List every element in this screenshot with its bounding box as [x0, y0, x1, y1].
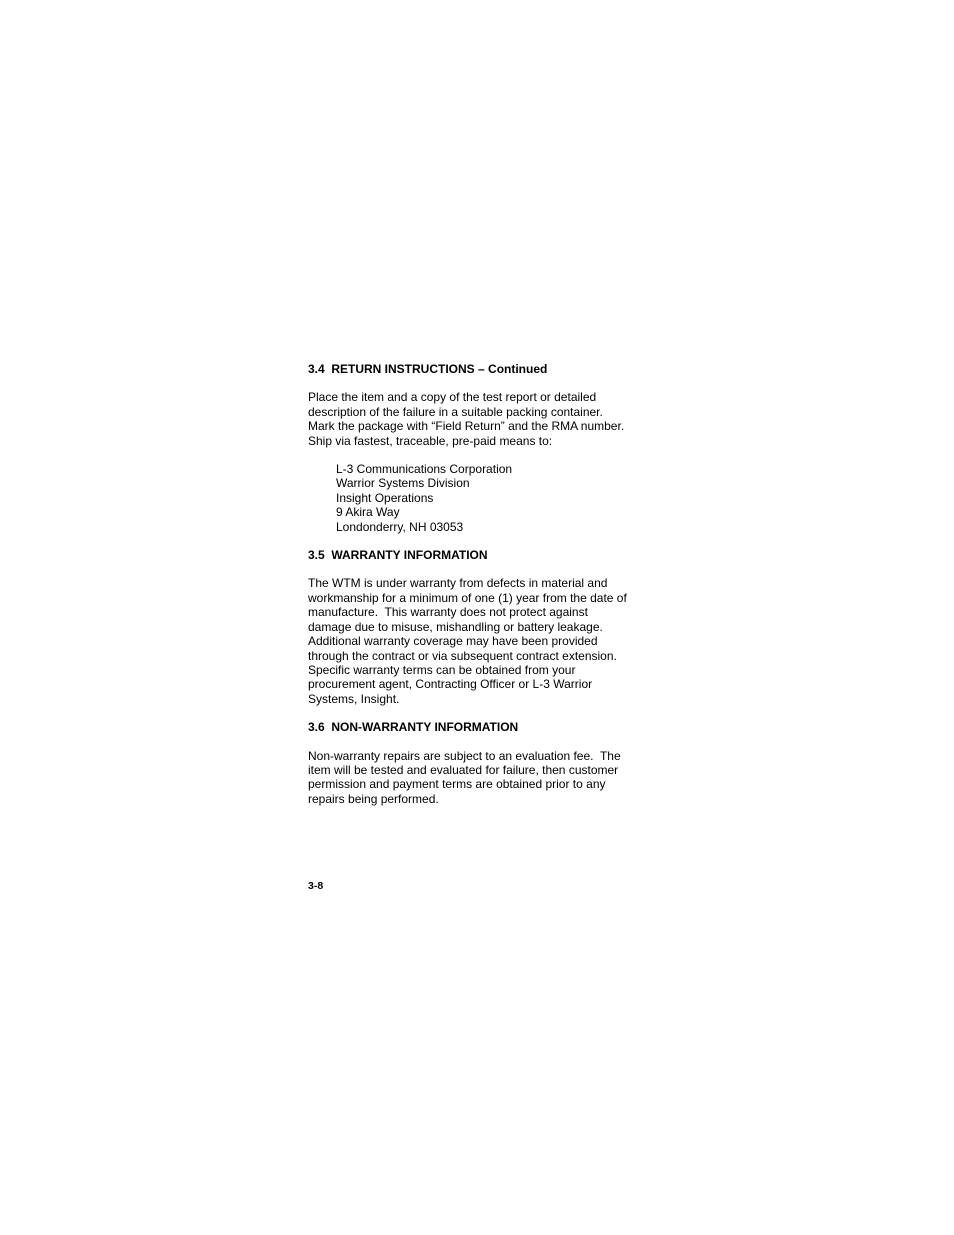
paragraph-line: The WTM is under warranty from defects in material and: [308, 576, 608, 591]
paragraph-line: repairs being performed.: [308, 791, 439, 806]
warranty-paragraph: [308, 576, 653, 706]
paragraph-line: workmanship for a minimum of one (1) year from the date of: [308, 590, 627, 605]
paragraph-line: Systems, Insight.: [308, 691, 400, 706]
paragraph-line: Mark the package with “Field Return” and the RMA number.: [308, 419, 625, 434]
non-warranty-paragraph: [308, 749, 653, 807]
paragraph-line: manufacture. This warranty does not protect against: [308, 605, 588, 620]
address-line-division: Warrior Systems Division: [336, 476, 470, 491]
document-page: [308, 362, 653, 806]
paragraph-line: Ship via fastest, traceable, pre-paid means to:: [308, 433, 553, 448]
paragraph-line: Additional warranty coverage may have been provided: [308, 634, 598, 649]
paragraph-line: damage due to misuse, mishandling or battery leakage.: [308, 619, 603, 634]
page-number: 3-8: [308, 880, 324, 892]
address-line-operations: Insight Operations: [336, 490, 434, 505]
paragraph-line: item will be tested and evaluated for failure, then customer: [308, 762, 619, 777]
address-line-city: Londonderry, NH 03053: [336, 519, 464, 534]
paragraph-line: Specific warranty terms can be obtained from your: [308, 662, 576, 677]
paragraph-line: procurement agent, Contracting Officer or L-3 Warrior: [308, 677, 593, 692]
section-heading-non-warranty: 3.6 NON-WARRANTY INFORMATION: [308, 720, 519, 735]
return-instructions-paragraph: [308, 390, 653, 448]
paragraph-line: description of the failure in a suitable packing container.: [308, 404, 603, 419]
address-line-street: 9 Akira Way: [336, 505, 400, 520]
paragraph-line: permission and payment terms are obtained prior to any: [308, 777, 606, 792]
section-heading-warranty: 3.5 WARRANTY INFORMATION: [308, 548, 488, 563]
return-address-block: [336, 462, 653, 534]
address-line-company: L-3 Communications Corporation: [336, 462, 513, 477]
section-heading-return-instructions: 3.4 RETURN INSTRUCTIONS – Continued: [308, 362, 548, 376]
paragraph-line: through the contract or via subsequent contract extension.: [308, 648, 617, 663]
paragraph-line: Place the item and a copy of the test report or detailed: [308, 390, 597, 405]
paragraph-line: Non-warranty repairs are subject to an evaluation fee. The: [308, 748, 621, 763]
